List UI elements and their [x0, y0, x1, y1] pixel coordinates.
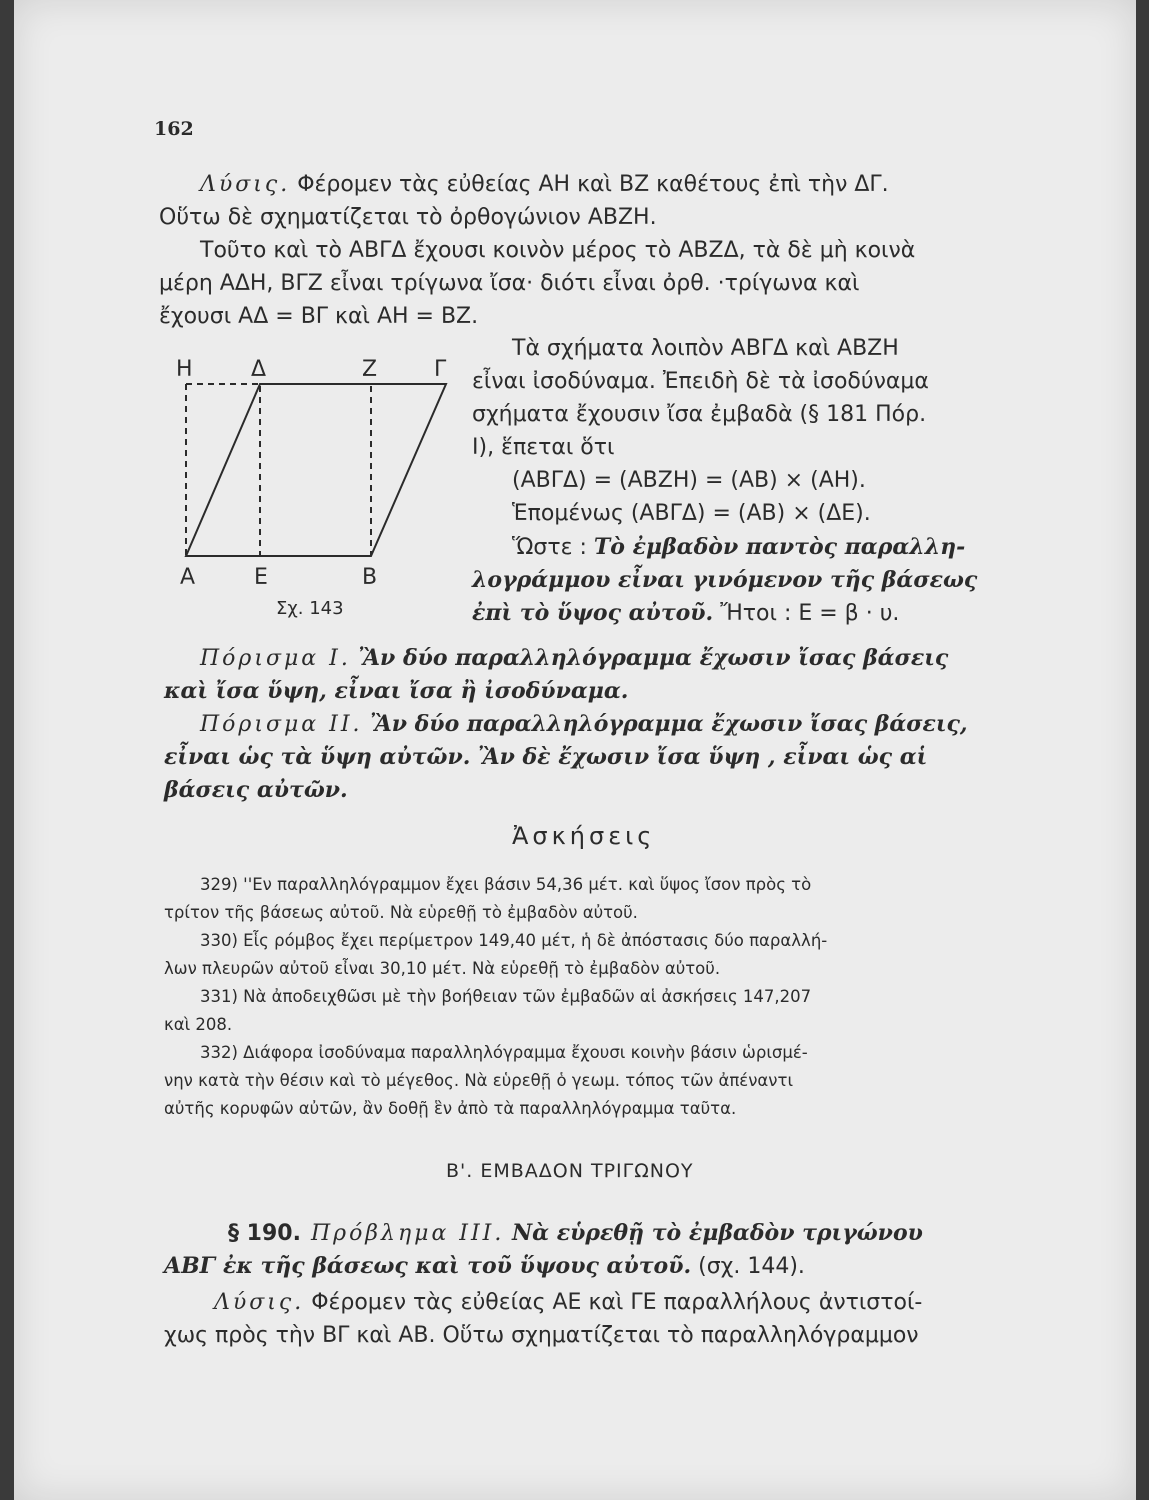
paragraph-line: μέρη ΑΔΗ, ΒΓΖ εἶναι τρίγωνα ἴσα· διότι εἶναι ὀρθ. ·τρίγωνα καὶ [159, 271, 860, 296]
lysis-paragraph-line-2: Οὕτω δὲ σχηματίζεται τὸ ὀρθογώνιον ΑΒΖΗ. [159, 205, 657, 230]
right-col-line: σχήματα ἔχουσιν ἴσα ἐμβαδὰ (§ 181 Πόρ. [472, 402, 927, 427]
lysis-text: Φέρομεν τὰς εὐθείας ΑΗ καὶ ΒΖ καθέτους ἐπὶ τὴν ΔΓ. [290, 172, 889, 197]
section-b-heading: Β'. ΕΜΒΑΔΟΝ ΤΡΙΓΩΝΟΥ [446, 1160, 694, 1182]
porisma-1-label: Πόρισμα Ι. [200, 646, 351, 671]
right-col-line: εἶναι ἰσοδύναμα. Ἐπειδὴ δὲ τὰ ἰσοδύναμα [472, 369, 929, 394]
formula-text: Ἤτοι : Ε = β · υ. [713, 601, 900, 626]
exercise-330-line-1: 330) Εἷς ρόμβος ἔχει περίμετρον 149,40 μέτ, ἡ δὲ ἀπόστασις δύο παραλλή- [200, 931, 828, 950]
section-number: § 190. [228, 1221, 301, 1246]
problem-title-cont: ΑΒΓ ἐκ τῆς βάσεως καὶ τοῦ ὕψους αὐτοῦ. [164, 1253, 692, 1279]
lysis-2-label: Λύσις. [214, 1290, 305, 1315]
label-d: Δ [251, 357, 267, 382]
theorem-line-3 [472, 600, 899, 626]
label-b: Β [362, 565, 378, 590]
theorem-line-1 [512, 534, 965, 560]
lysis-paragraph-line-1 [200, 172, 889, 197]
exercise-331-line-2: καὶ 208. [164, 1015, 233, 1034]
hoste-word: Ὥστε : [512, 535, 594, 560]
lysis-2-line-2: χως πρὸς τὴν ΒΓ καὶ ΑΒ. Οὕτω σχηματίζεται τὸ παραλληλόγραμμον [164, 1323, 919, 1348]
porisma-2-line-1 [200, 711, 968, 737]
figure-143 [164, 348, 464, 608]
exercise-332-line-2: νην κατὰ τὴν θέσιν καὶ τὸ μέγεθος. Νὰ εὑρεθῇ ὁ γεωμ. τόπος τῶν ἀπέναντι [164, 1071, 794, 1090]
page-number: 162 [154, 118, 194, 140]
parallelogram-abgd [186, 384, 446, 556]
exercise-332-line-1: 332) Διάφορα ἰσοδύναμα παραλληλόγραμμα ἔχουσι κοινὴν βάσιν ὡρισμέ- [200, 1043, 808, 1062]
porisma-2-label: Πόρισμα ΙΙ. [200, 712, 363, 737]
figure-reference: (σχ. 144). [691, 1254, 805, 1279]
paragraph-line: Τοῦτο καὶ τὸ ΑΒΓΔ ἔχουσι κοινὸν μέρος τὸ ΑΒΖΔ, τὰ δὲ μὴ κοινὰ [200, 238, 916, 263]
exercise-331-line-1: 331) Νὰ ἀποδειχθῶσι μὲ τὴν βοήθειαν τῶν ἐμβαδῶν αἱ ἀσκήσεις 147,207 [200, 987, 812, 1006]
porisma-2-line-2: εἶναι ὡς τὰ ὕψη αὐτῶν. Ἂν δὲ ἔχωσιν ἴσα ὕψη , εἶναι ὡς αἱ [164, 744, 928, 770]
label-a: Α [180, 565, 196, 590]
figure-caption: Σχ. 143 [276, 598, 344, 619]
lysis-2-text: Φέρομεν τὰς εὐθείας ΑΕ καὶ ΓΕ παραλλήλους ἀντιστοί- [304, 1290, 923, 1315]
theorem-line-2: λογράμμου εἶναι γινόμενον τῆς βάσεως [472, 567, 978, 593]
section-190-line-2 [164, 1253, 805, 1279]
exercise-329-line-2: τρίτον τῆς βάσεως αὐτοῦ. Νὰ εὑρεθῇ τὸ ἐμβαδὸν αὐτοῦ. [164, 903, 638, 922]
porisma-1-text: Ἂν δύο παραλληλόγραμμα ἔχωσιν ἴσας βάσεις [350, 645, 949, 671]
problem-label: Πρόβλημα ΙΙΙ. [300, 1221, 505, 1246]
right-col-line: Ι), ἕπεται ὅτι [472, 435, 615, 460]
paragraph-line: ἔχουσι ΑΔ = ΒΓ καὶ ΑΗ = ΒΖ. [159, 304, 479, 329]
problem-title: Νὰ εὑρεθῇ τὸ ἐμβαδὸν τριγώνου [504, 1220, 923, 1246]
right-col-line: Τὰ σχήματα λοιπὸν ΑΒΓΔ καὶ ΑΒΖΗ [512, 336, 899, 361]
exercise-329-line-1: 329) ''Εν παραλληλόγραμμον ἔχει βάσιν 54,36 μέτ. καὶ ὕψος ἴσον πρὸς τὸ [200, 875, 812, 894]
label-h: Η [176, 357, 193, 382]
lysis-label: Λύσις. [200, 172, 291, 197]
label-z: Ζ [362, 357, 378, 382]
section-190-line-1 [228, 1220, 923, 1246]
theorem-bold: ἐπὶ τὸ ὕψος αὐτοῦ. [472, 600, 714, 626]
porisma-2-text: Ἂν δύο παραλληλόγραμμα ἔχωσιν ἴσας βάσεις, [362, 711, 968, 737]
porisma-2-line-3: βάσεις αὐτῶν. [164, 777, 348, 803]
exercise-330-line-2: λων πλευρῶν αὐτοῦ εἶναι 30,10 μέτ. Νὰ εὑρεθῇ τὸ ἐμβαδὸν αὐτοῦ. [164, 959, 721, 978]
porisma-1-line-2: καὶ ἴσα ὕψη, εἶναι ἴσα ἢ ἰσοδύναμα. [164, 678, 629, 704]
porisma-1-line-1 [200, 645, 948, 671]
lysis-2-line-1 [214, 1290, 922, 1315]
theorem-bold: Τὸ ἐμβαδὸν παντὸς παραλλη- [593, 534, 966, 560]
exercise-332-line-3: αὐτῆς κορυφῶν αὐτῶν, ἂν δοθῇ ἓν ἀπὸ τὰ παραλληλόγραμμα ταῦτα. [164, 1099, 737, 1118]
equation-line: (ΑΒΓΔ) = (ΑΒΖΗ) = (ΑΒ) × (ΑΗ). [512, 468, 866, 493]
exercises-heading: Ἀσκήσεις [512, 822, 656, 850]
label-e: Ε [254, 565, 268, 590]
book-page [14, 0, 1136, 1500]
label-g: Γ [434, 357, 447, 382]
equation-line: Ἑπομένως (ΑΒΓΔ) = (ΑΒ) × (ΔΕ). [512, 501, 871, 526]
